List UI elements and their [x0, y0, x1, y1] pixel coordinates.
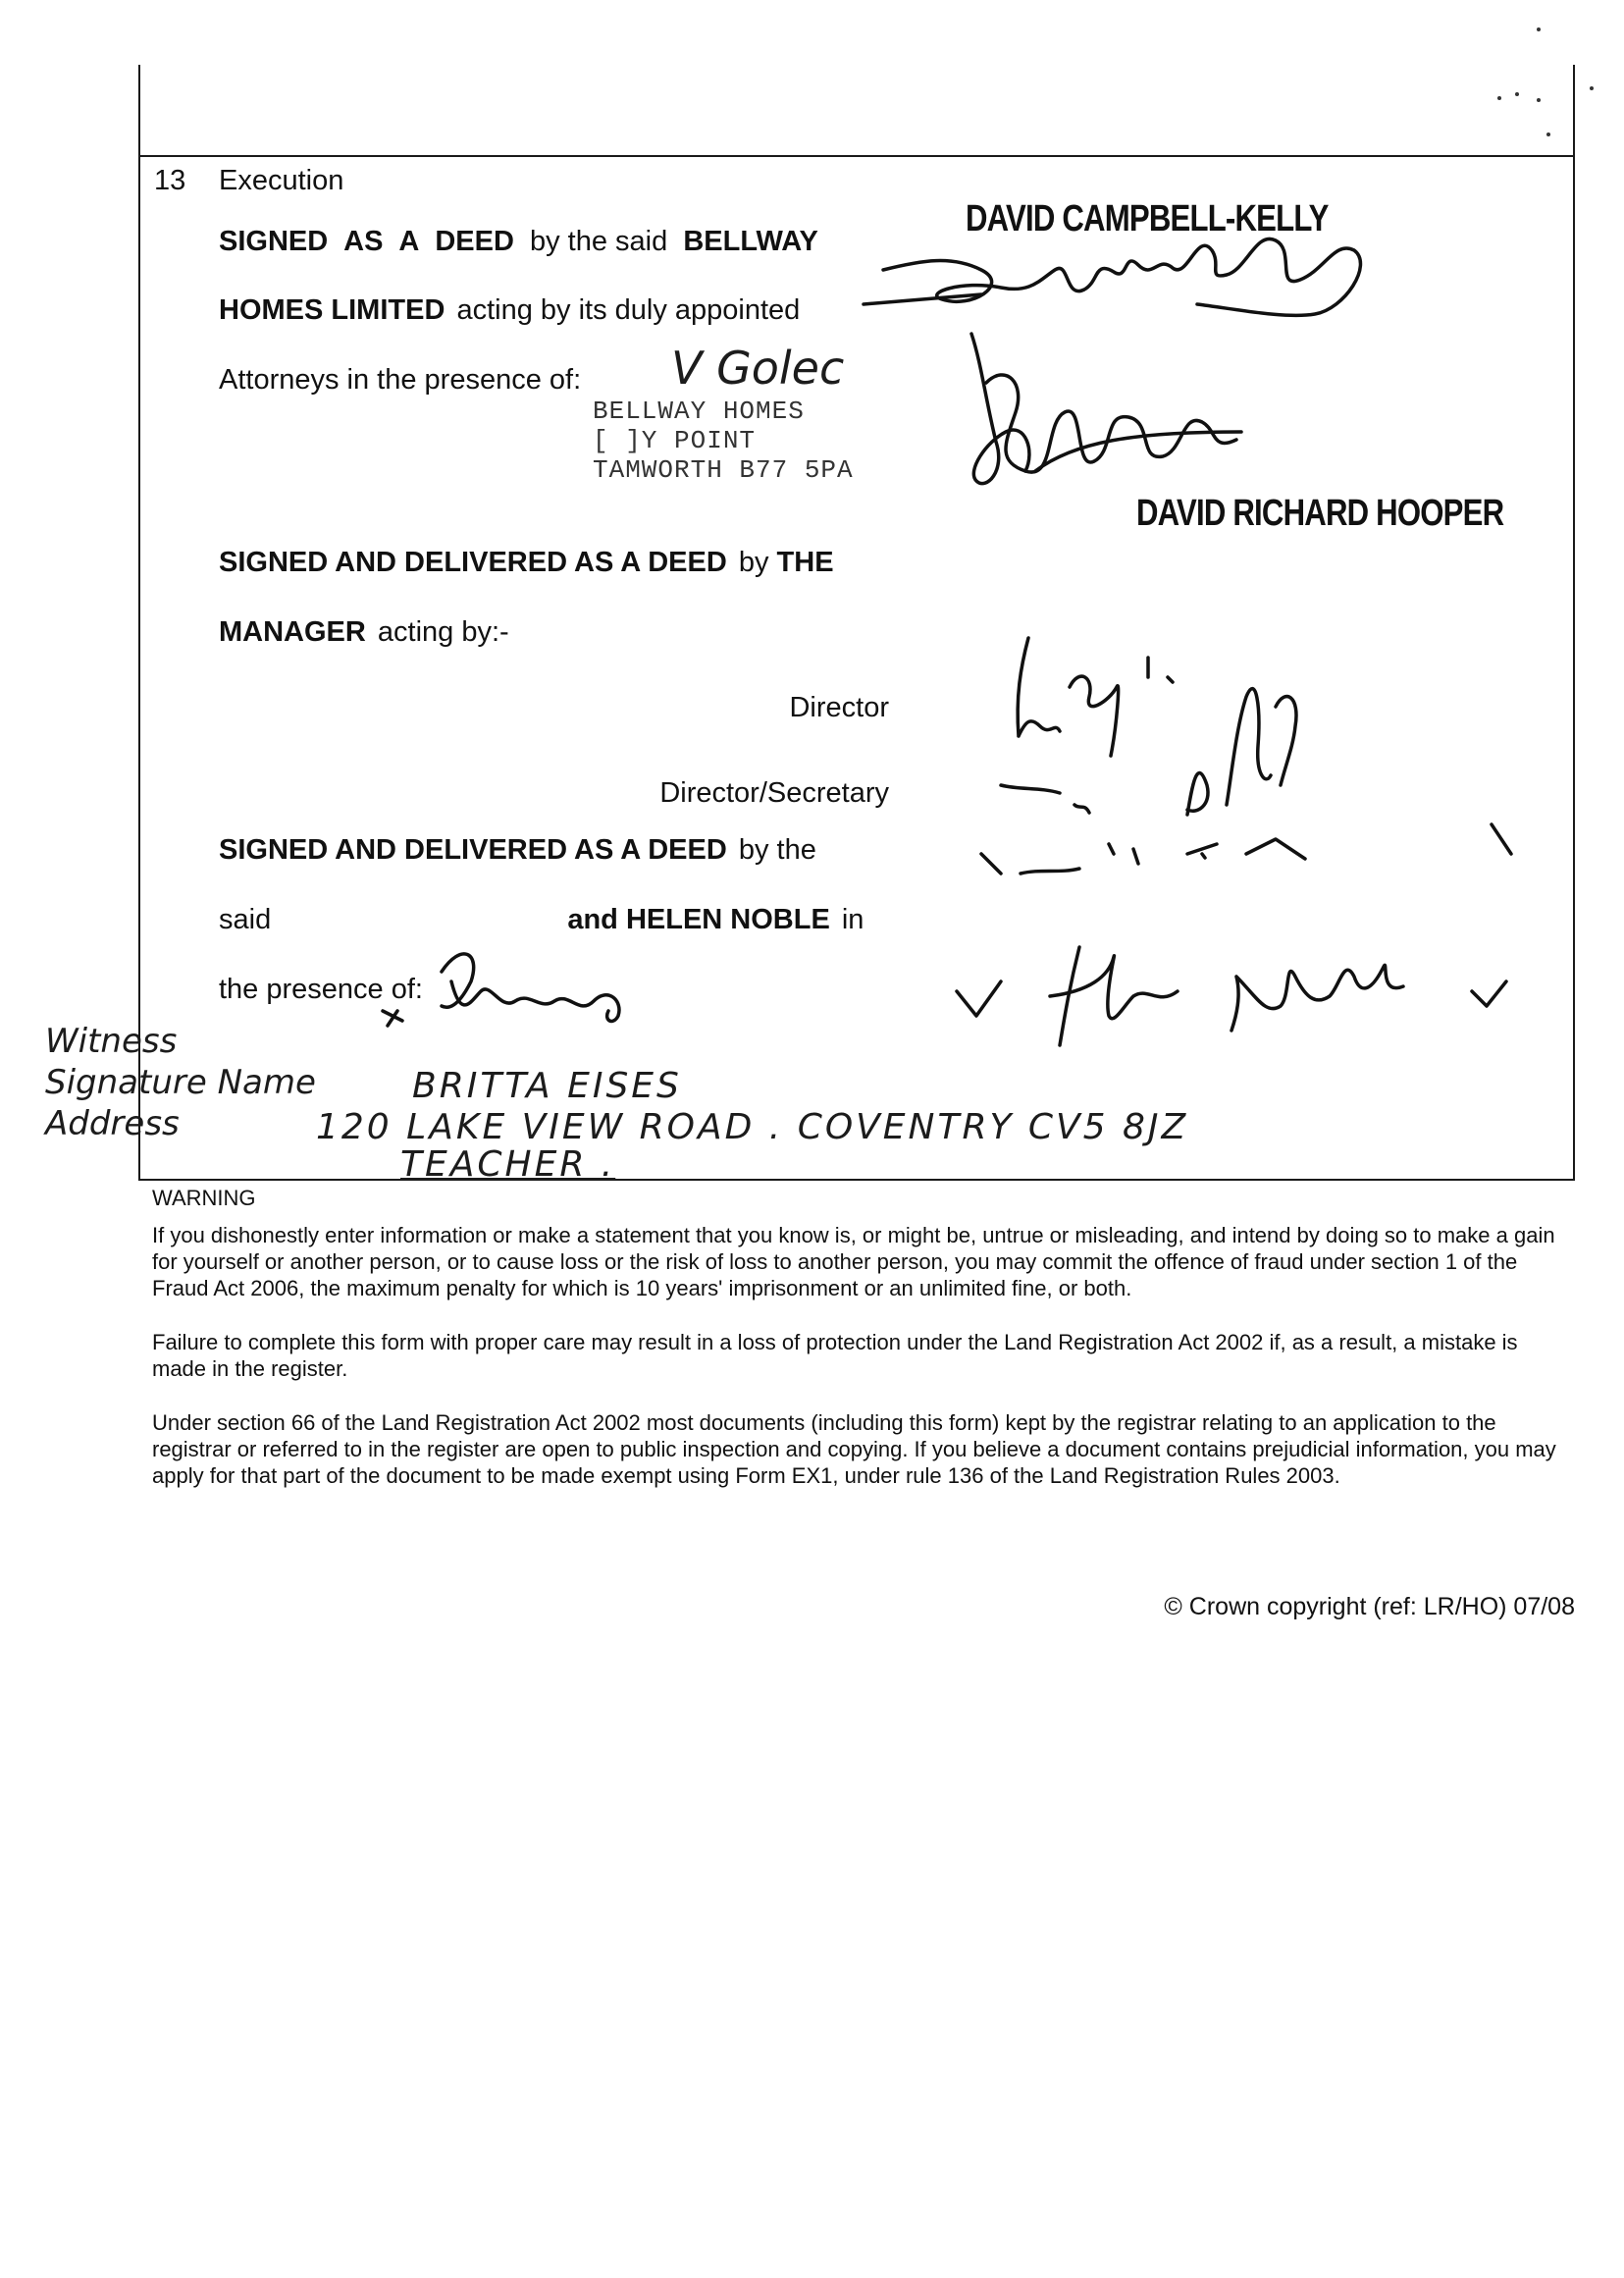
crown-copyright: © Crown copyright (ref: LR/HO) 07/08 [1164, 1593, 1575, 1620]
attorney1-signature [864, 211, 1374, 339]
manager-line-1 [219, 546, 834, 579]
director-secretary-label: Director/Secretary [659, 777, 889, 809]
in-text: in [841, 904, 864, 935]
witness-name-handwritten: BRITTA EISES [412, 1066, 682, 1106]
bellway-line-1 [219, 225, 818, 258]
witness-label: Witness [45, 1022, 178, 1061]
witness-address-handwritten: 120 LAKE VIEW ROAD . COVENTRY CV5 8JZ [316, 1107, 1189, 1147]
warning-paragraph-fraud: If you dishonestly enter information or make a statement that you know is, or might be, untrue or misleading, and intend by doing so to make a gain for yourself or another person, or to cause loss or the risk of loss to another person, you may commit the offence of fraud under section 1 of the Fraud Act 2006, the maximum penalty for which is 10 years' imprisonment or an unlimited fine, or both. [152, 1223, 1555, 1300]
signed-delivered-label: SIGNED AND DELIVERED AS A DEED [219, 834, 727, 866]
signed-as-deed-label: SIGNED AS A DEED [219, 226, 514, 257]
bellway-line-2 [219, 293, 800, 327]
scan-speck [1537, 27, 1541, 31]
buyer-signature-helen-noble [942, 937, 1531, 1055]
the-label: THE [776, 547, 834, 578]
manager-by-text: by THE [738, 547, 834, 578]
homes-limited-label: HOMES LIMITED [219, 294, 445, 326]
section-title: Execution [219, 165, 344, 196]
warning-paragraph-section66: Under section 66 of the Land Registration Act 2002 most documents (including this form) kept by the registrar relating to an application to the registrar or referred to in the register are open to public inspection and copying. If you believe a document contains prejudicial information, you may apply for that part of the document to be made exempt using Form EX1, under rule 136 of the Land Registration Rules 2003. [152, 1410, 1556, 1488]
warning-paragraph-care: Failure to complete this form with proper care may result in a loss of protection under the Land Registration Act 2002 if, as a result, a mistake is made in the register. [152, 1330, 1518, 1381]
presence-of-text: the presence of: [219, 974, 423, 1005]
warning-heading: WARNING [152, 1186, 256, 1210]
helen-noble-label: and HELEN NOBLE [567, 904, 830, 935]
stamp-line: BELLWAY HOMES [593, 397, 805, 426]
bellway-name: BELLWAY [683, 226, 818, 257]
signature-scribbles [981, 775, 1531, 893]
attorney1-name: DAVID CAMPBELL-KELLY [966, 198, 1329, 239]
witness-details-labels [45, 1021, 316, 1144]
attorneys-presence-text: Attorneys in the presence of: [219, 364, 582, 396]
stamp-line: [ ]Y POINT [593, 426, 757, 455]
buyers-line-2 [219, 903, 864, 936]
witness-signature-eises [383, 942, 648, 1031]
said-text: said [219, 904, 272, 935]
scan-speck [1590, 86, 1594, 90]
stamp-line: TAMWORTH B77 5PA [593, 455, 854, 485]
acting-by-text: acting by its duly appointed [456, 294, 801, 326]
signature-name-label: Signature Name [45, 1063, 316, 1102]
manager-label: MANAGER [219, 616, 366, 648]
manager-line-2 [219, 615, 509, 649]
witness-signature-golec: V Golec [671, 342, 845, 395]
warning-text [152, 1222, 1565, 1489]
section-number: 13 [154, 165, 186, 196]
panel-divider [138, 155, 1575, 157]
company-stamp [593, 397, 854, 485]
by-the-said-text: by the said [530, 226, 668, 257]
attorney2-name: DAVID RICHARD HOOPER [1136, 493, 1504, 534]
buyers-line-1 [219, 833, 816, 867]
by-the-text: by the [738, 834, 816, 866]
signed-delivered-label: SIGNED AND DELIVERED AS A DEED [219, 547, 727, 578]
witness-occupation-handwritten: TEACHER . [400, 1144, 616, 1185]
director-label: Director [789, 692, 889, 723]
acting-by-text: acting by:- [377, 616, 509, 648]
address-label: Address [45, 1104, 180, 1143]
